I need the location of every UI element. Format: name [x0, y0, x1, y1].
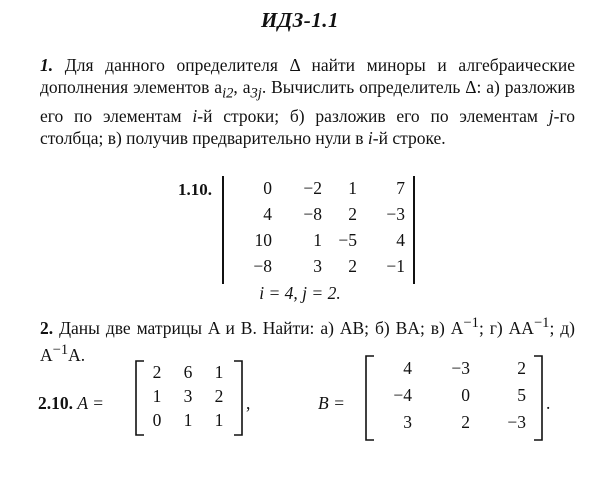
- b-cell-r2-c2: 0: [461, 385, 470, 405]
- det-cell-r1-c1: 0: [263, 178, 272, 198]
- det-cell-r2-c3: 2: [348, 204, 357, 224]
- b-cell-r1-c2: −3: [451, 358, 470, 378]
- det-cell-r2-c1: 4: [263, 204, 272, 224]
- task1-text-part5: -й строке.: [372, 127, 446, 148]
- task1-text-part4: -го столбца; в) получив предварительно нули в: [40, 105, 575, 148]
- b-cell-r3-c2: 2: [461, 412, 470, 432]
- det-cell-r4-c4: −1: [386, 256, 405, 276]
- det-cell-r3-c4: 4: [396, 230, 405, 250]
- task1-text-part2: . Вычислить определитель Δ: а) разложив его по элементам: [40, 77, 575, 126]
- b-cell-r1-c3: 2: [517, 358, 526, 378]
- index-i: i: [192, 105, 198, 126]
- det-cell-r3-c1: 10: [254, 230, 272, 250]
- variant2-label: [38, 393, 104, 414]
- a-cell-r2-c3: 2: [214, 386, 224, 406]
- det-cell-r1-c3: 1: [348, 178, 357, 198]
- b-cell-r1-c1: 4: [403, 358, 412, 378]
- a-cell-r1-c2: 6: [183, 362, 193, 382]
- matrix-b-label: B =: [318, 393, 345, 413]
- det-cell-r1-c2: −2: [303, 178, 322, 198]
- index-i-2: i: [367, 127, 373, 148]
- variant2-number: 2.10.: [38, 393, 73, 413]
- b-cell-r2-c1: −4: [393, 385, 412, 405]
- sup2: −1: [533, 315, 550, 331]
- index-j: j: [548, 105, 554, 126]
- det-cell-r3-c3: −5: [338, 230, 357, 250]
- b-cell-r3-c3: −3: [507, 412, 526, 432]
- b-cell-r2-c3: 5: [517, 385, 526, 405]
- a-cell-r1-c1: 2: [152, 362, 162, 382]
- task1-text-part1: Для данного определителя Δ найти миноры и алгебраические дополнения элементов a: [40, 55, 575, 97]
- task2-number: 2.: [40, 317, 54, 338]
- a-cell-r2-c2: 3: [183, 386, 193, 406]
- a-cell-r1-c3: 1: [214, 362, 224, 382]
- determinant-right-bar: [413, 176, 415, 284]
- matrix-a-right-bracket: [232, 360, 244, 436]
- sub-3j: 3j: [250, 85, 262, 102]
- det-cell-r4-c3: 2: [348, 256, 357, 276]
- matrix-b-period: .: [546, 393, 551, 413]
- a-cell-r3-c1: 0: [152, 410, 162, 430]
- det-cell-r2-c2: −8: [303, 204, 322, 224]
- a-cell-r3-c3: 1: [214, 410, 224, 430]
- det-cell-r4-c2: 3: [313, 256, 322, 276]
- det-cell-r3-c2: 1: [313, 230, 322, 250]
- a-cell-r3-c2: 1: [183, 410, 193, 430]
- task1-text: [40, 54, 575, 149]
- b-cell-r3-c1: 3: [403, 412, 412, 432]
- task2-text-part4: A.: [68, 344, 86, 365]
- page-title: ИДЗ-1.1: [260, 8, 340, 32]
- task1-comma: , a: [233, 77, 251, 97]
- matrix-a-label: A =: [77, 393, 104, 413]
- determinant-left-bar: [222, 176, 224, 284]
- task1-text-part3: -й строки; б) разложив его по элементам: [197, 105, 549, 126]
- task2-text-part3: ; д) A: [40, 317, 575, 365]
- matrix-a-comma: ,: [246, 393, 251, 413]
- task2-text-part1: Даны две матрицы A и B. Найти: а) AB; б) BA; в) A: [59, 317, 464, 338]
- matrix-b-label-wrap: [318, 393, 345, 414]
- sup1: −1: [463, 315, 479, 331]
- det-cell-r1-c4: 7: [396, 178, 405, 198]
- indices-line: [0, 283, 600, 304]
- sub-i2: i2: [222, 85, 234, 102]
- task1-number: 1.: [40, 55, 54, 75]
- a-cell-r2-c1: 1: [152, 386, 162, 406]
- task2-text-part2: ; г) AA: [478, 317, 534, 338]
- variant1-label: 1.10.: [178, 180, 212, 199]
- sup3: −1: [52, 341, 69, 358]
- det-cell-r4-c1: −8: [253, 256, 272, 276]
- matrix-a-left-bracket: [134, 360, 146, 436]
- indices: i = 4, j = 2.: [259, 283, 341, 303]
- det-cell-r2-c4: −3: [386, 204, 405, 224]
- matrix-b-right-bracket: [532, 355, 544, 441]
